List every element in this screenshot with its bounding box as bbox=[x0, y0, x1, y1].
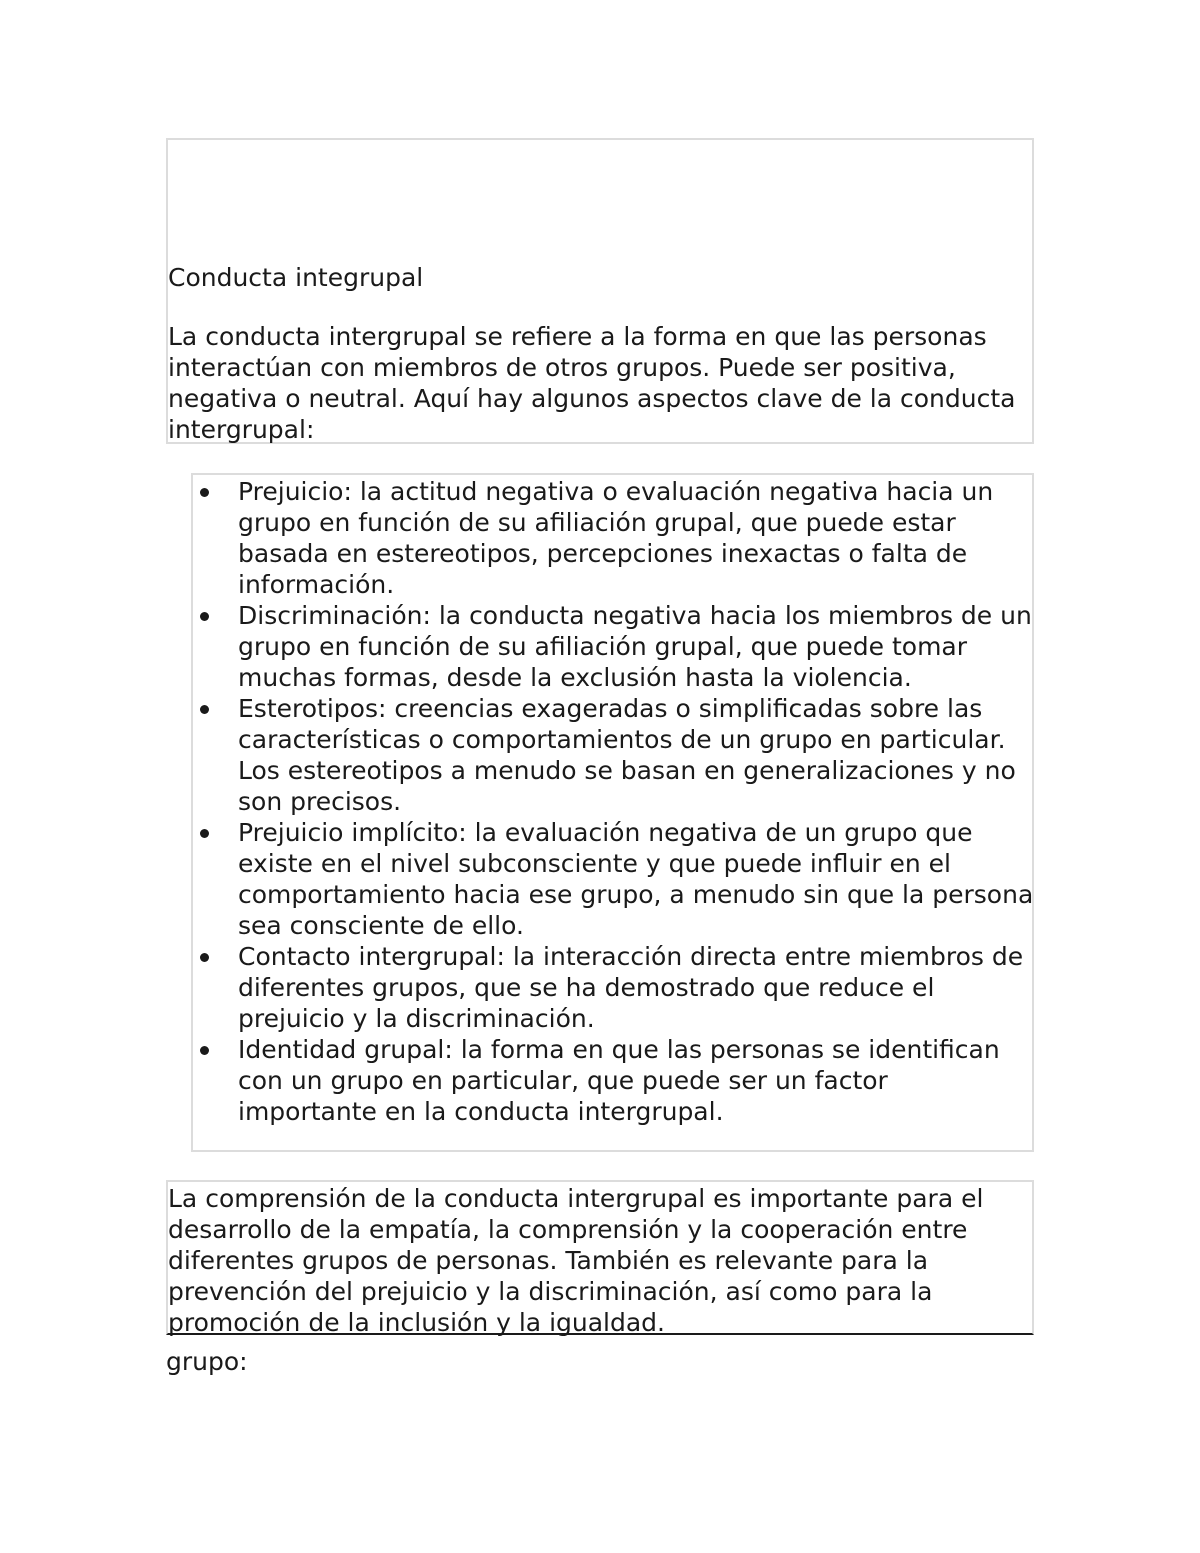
conclusion-section bbox=[166, 1180, 1034, 1335]
intro-section bbox=[166, 138, 1034, 444]
list-item-text: Prejuicio implícito: la evaluación negativa de un grupo que existe en el nivel subconsciente y que puede influir en el comportamiento hacia ese grupo, a menudo sin que la persona sea consciente de ello. bbox=[238, 818, 1034, 940]
key-aspects-section bbox=[191, 473, 1034, 1152]
bullet-icon bbox=[200, 829, 209, 838]
intro-paragraph: La conducta intergrupal se refiere a la forma en que las personas interactúan con miembros de otros grupos. Puede ser positiva, negativa o neutral. Aquí hay algunos aspectos clave de la conducta intergrupal: bbox=[168, 322, 1016, 444]
bullet-icon bbox=[200, 1046, 209, 1055]
list-item-text: Contacto intergrupal: la interacción directa entre miembros de diferentes grupos, que se ha demostrado que reduce el prejuicio y la discriminación. bbox=[238, 942, 1024, 1033]
list-item-text: Discriminación: la conducta negativa hacia los miembros de un grupo en función de su afiliación grupal, que puede tomar muchas formas, desde la exclusión hasta la violencia. bbox=[238, 601, 1032, 692]
document-title: Conducta integrupal bbox=[168, 263, 424, 292]
list-item bbox=[193, 941, 1034, 1034]
list-item bbox=[193, 476, 1034, 600]
list-item-text: Identidad grupal: la forma en que las personas se identifican con un grupo en particular, que puede ser un factor importante en la conducta intergrupal. bbox=[238, 1035, 1000, 1126]
bullet-icon bbox=[200, 612, 209, 621]
bullet-icon bbox=[200, 488, 209, 497]
list-item-text: Esterotipos: creencias exageradas o simplificadas sobre las características o comportamientos de un grupo en particular. Los estereotipos a menudo se basan en generalizaciones y no son precisos. bbox=[238, 694, 1016, 816]
conclusion-paragraph: La comprensión de la conducta intergrupal es importante para el desarrollo de la empatía, la comprensión y la cooperación entre diferentes grupos de personas. También es relevante para la prevención del prejuicio y la discriminación, así como para la promoción de la inclusión y la igualdad. bbox=[168, 1184, 984, 1337]
key-aspects-list bbox=[193, 476, 1034, 1127]
list-item bbox=[193, 817, 1034, 941]
footer-label: grupo: bbox=[166, 1347, 248, 1376]
list-item bbox=[193, 600, 1034, 693]
list-item bbox=[193, 1034, 1034, 1127]
bullet-icon bbox=[200, 953, 209, 962]
list-item-text: Prejuicio: la actitud negativa o evaluación negativa hacia un grupo en función de su afiliación grupal, que puede estar basada en estereotipos, percepciones inexactas o falta de información. bbox=[238, 477, 994, 599]
list-item bbox=[193, 693, 1034, 817]
bullet-icon bbox=[200, 705, 209, 714]
